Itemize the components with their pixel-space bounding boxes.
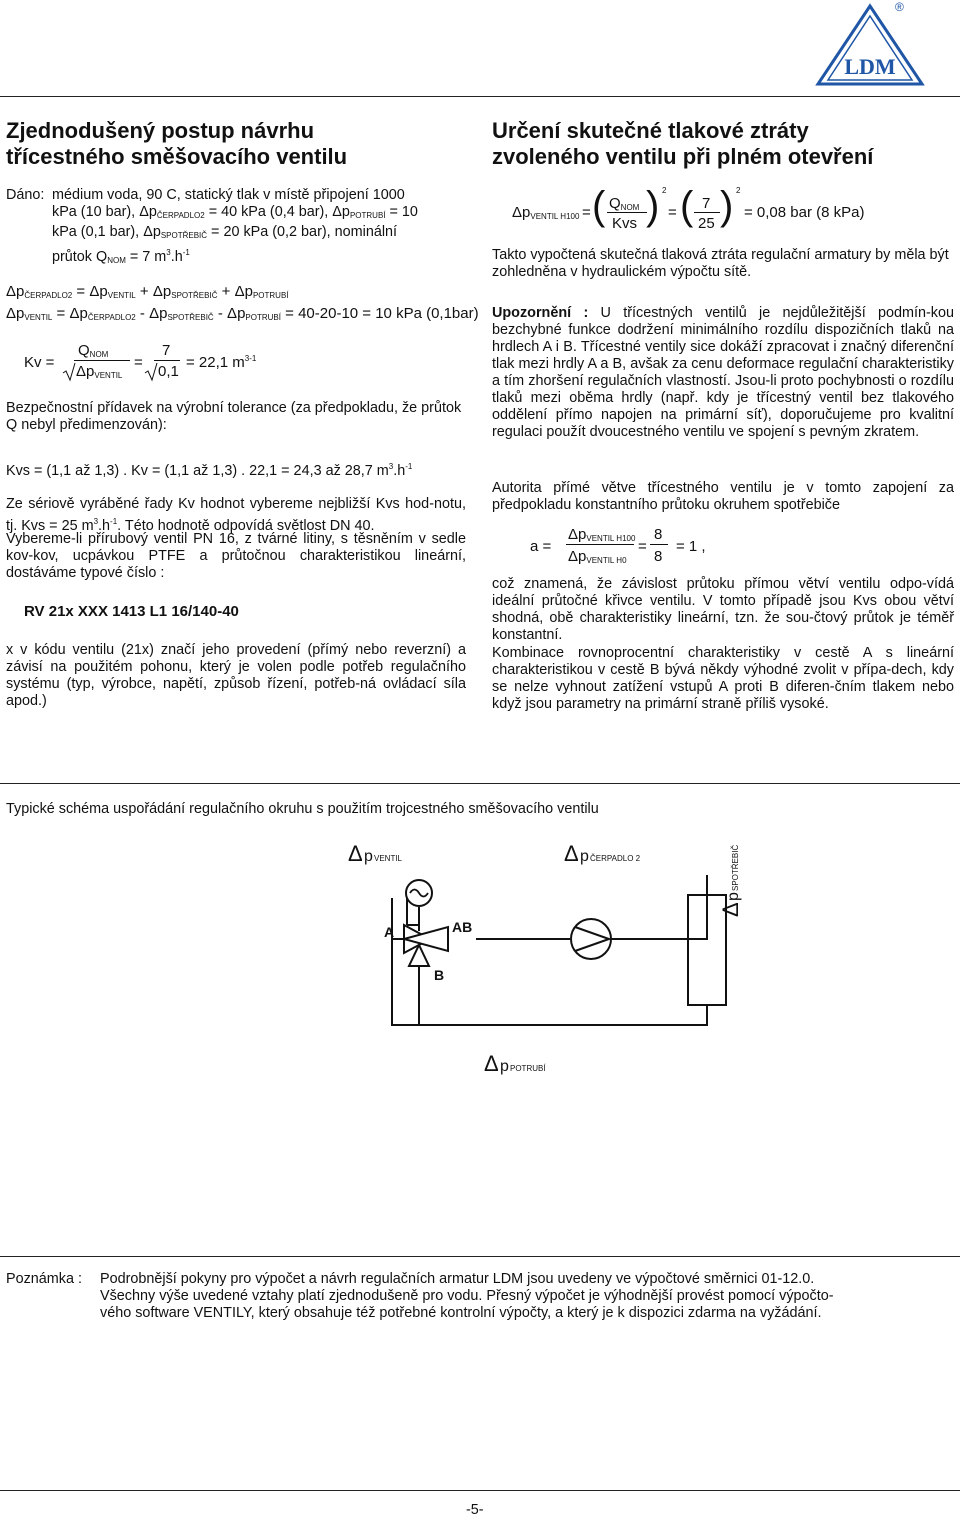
equation-valve-drop: $\Delta p_{VENTIL} = \Delta p_{ČERPADLO2} - \Delta p_{SPOTŘEBIČ} - \Delta p_{POTRUBÍ} = 40-20-10 = 10$ kPa (0,1bar) — [6, 305, 479, 322]
right-title — [492, 118, 952, 170]
ldm-logo-triangle-icon — [814, 2, 926, 88]
p-warning: Upozornění : U třícestných ventilů je nejdůležitější podmín-kou bezchybné funkce dodržení minimálního rozdílu dispozičních tlaků na hrdlech A i B. Třícestné ventily sice dokáží zpracovat i značný diferenční tlak mezi hrdly A a B, avšak za cenu deformace regulační charakteristiky a tím zhoršení regulačních vlastností. Jsou-li proto pochybnosti o rozdílu tlaků mezi oběma hrdly (např. kdy je třícestný ventil bez tlakového oddělení přímo napojen na primární síť), doporučujeme pro kvalitní regulaci použít dvoucestného ventilu ve spojení s pevným zkratem. — [492, 305, 954, 440]
given-line4: průtok $Q_{NOM} = 7$ $m^3.h^{-1}$ — [52, 248, 190, 265]
label-potrubi-sub: POTRUBÍ — [510, 1064, 546, 1073]
note-label: Poznámka : — [6, 1271, 82, 1287]
given-line3: kPa (0,1 bar), $\Delta p_{SPOTŘEBIČ} = 20$ kPa (0,2 bar), nominální — [52, 224, 398, 240]
given-l1: médium voda, 90 C, statický tlak v místě připojení 1000 — [52, 187, 405, 203]
equation-authority: a = $\Delta p_{VENTIL H100}$ $\Delta p_{VENTIL H0}$ = 8 8 = 1 , — [530, 526, 706, 565]
given-line2: kPa (10 bar), $\Delta p_{ČERPADLO2} = 40$ kPa (0,4 bar), $\Delta p_{POTRUBÍ} = 10$ — [52, 204, 418, 220]
left-title — [6, 118, 466, 170]
given-line1 — [6, 187, 466, 204]
p-safety: Bezpečnostní přídavek na výrobní tolerance (za předpokladu, že průtok Q nebyl předimenzován): — [6, 400, 462, 433]
label-spotrebic-sub: SPOTŘEBIČ — [731, 844, 740, 891]
hydraulic-schema-diagram — [0, 835, 960, 1255]
label-ventil-sub: VENTIL — [374, 854, 403, 863]
p-select: Vybereme-li přírubový ventil PN 16, z tvárné litiny, s těsněním v sedle kov-kov, ucpávkou PTFE a průtočnou charakteristikou lineární, dostáváme typové číslo : — [6, 531, 466, 581]
port-ab-label: AB — [452, 919, 473, 935]
equation-pressure-sum: $\Delta p_{ČERPADLO2} = \Delta p_{VENTIL} + \Delta p_{SPOTŘEBIČ} + \Delta p_{POTRUBÍ}$ — [6, 283, 289, 300]
left-title-line1: Zjednodušený postup návrhu — [6, 118, 315, 143]
given-block — [6, 187, 466, 269]
bottom-rule — [0, 1490, 960, 1491]
schema-title: Typické schéma uspořádání regulačního okruhu s použitím trojcestného směšovacího ventilu — [6, 801, 599, 817]
label-cerpadlo-sub: ČERPADLO 2 — [590, 854, 641, 863]
port-b-label: B — [434, 967, 445, 983]
ldm-logo-text: LDM — [844, 54, 896, 79]
type-number: RV 21x XXX 1413 L1 16/140-40 — [24, 603, 239, 620]
p-authority: Autorita přímé větve třícestného ventilu je v tomto zapojení za předpokladu konstantního průtoku okruhem spotřebiče — [492, 480, 954, 513]
p-code: x v kódu ventilu (21x) značí jeho provedení (přímý nebo reverzní) a závisí na použitém pohonu, který je volen podle potřeb regulačního systému (typ, výrobce, napětí, způsob řízení, potřeb-ná ovládací síla apod.) — [6, 642, 466, 709]
label-p-potrubi: p — [500, 1058, 509, 1075]
port-a-label: A — [384, 924, 395, 940]
registered-mark: ® — [895, 0, 904, 14]
p-combination: Kombinace rovnoprocentní charakteristiky v cestě A s lineární charakteristikou v cestě B bývá někdy výhodné zvolit v přípa-dech, kdy se nelze vyhnout zatížení vstupů A proti B diferen-čním tlakem nebo když jsou parametry na primární straně příliš vysoké. — [492, 645, 954, 712]
label-p-cerpadlo: p — [580, 848, 589, 865]
p-means: což znamená, že závislost průtoku přímou větví ventilu odpo-vídá ideální průtočné křivce ventilu. V tomto případě jsou Kvs obou větví shodná, obě charakteristiky lineární, tzn. že sou-čtový průtok je téměř konstantní. — [492, 576, 954, 643]
note-top-rule — [0, 1256, 960, 1257]
left-title-line2: třícestného směšovacího ventilu — [6, 144, 348, 169]
top-rule — [0, 96, 960, 97]
note-line1: Podrobnější pokyny pro výpočet a návrh regulačních armatur LDM jsou uvedeny ve výpočtové směrnici 01-12.0. — [100, 1271, 815, 1287]
p-calc: Takto vypočtená skutečná tlaková ztráta regulační armatury by měla být zohledněna v hydraulickém výpočtu sítě. — [492, 247, 949, 280]
right-title-line1: Určení skutečné tlakové ztráty — [492, 118, 809, 143]
right-title-line2: zvoleného ventilu při plném otevření — [492, 144, 874, 169]
note-line3: vého software VENTILY, který obsahuje též potřebné kontrolní výpočty, a který je k dispozici zdarma na vyžádání. — [100, 1305, 822, 1321]
svg-text:Δ: Δ — [564, 841, 579, 866]
svg-text:Δ: Δ — [718, 902, 743, 917]
note-line2: Všechny výše uvedené vztahy platí zjednodušeně pro vodu. Přesný výpočet je výhodnější provést pomocí výpočto- — [100, 1288, 834, 1304]
equation-kv: Kv = $Q_{NOM}$ $\Delta p_{VENTIL}$ = 7 0,1 = 22,1 $m^{3-1}$ — [24, 342, 257, 380]
ldm-logo — [814, 2, 926, 88]
label-p-spotrebic: p — [725, 892, 742, 901]
equation-h100: $\Delta p_{VENTIL H100}$ = ( $Q_{NOM}$ Kvs ) 2 = ( 7 25 ) 2 = 0,08 bar (8 kPa) — [512, 184, 865, 232]
svg-text:Δ: Δ — [484, 1051, 499, 1076]
svg-text:Δ: Δ — [348, 841, 363, 866]
p-series: Ze sériově vyráběné řady Kv hodnot vybereme nejbližší Kvs hod-notu, tj. Kvs = 25 $m^3.h^{-1}$. Této hodnotě odpovídá světlost DN 40. — [6, 496, 466, 534]
kvs-equation: Kvs = (1,1 až 1,3) . Kv = (1,1 až 1,3) . 22,1 = 24,3 až 28,7 $m^3.h^{-1}$ — [6, 462, 413, 479]
schema-top-rule — [0, 783, 960, 784]
dano-label: Dáno: — [6, 187, 45, 203]
label-p-ventil: p — [364, 848, 373, 865]
note-block — [6, 1271, 956, 1322]
pump-icon — [571, 919, 611, 959]
page-number: -5- — [466, 1502, 484, 1518]
